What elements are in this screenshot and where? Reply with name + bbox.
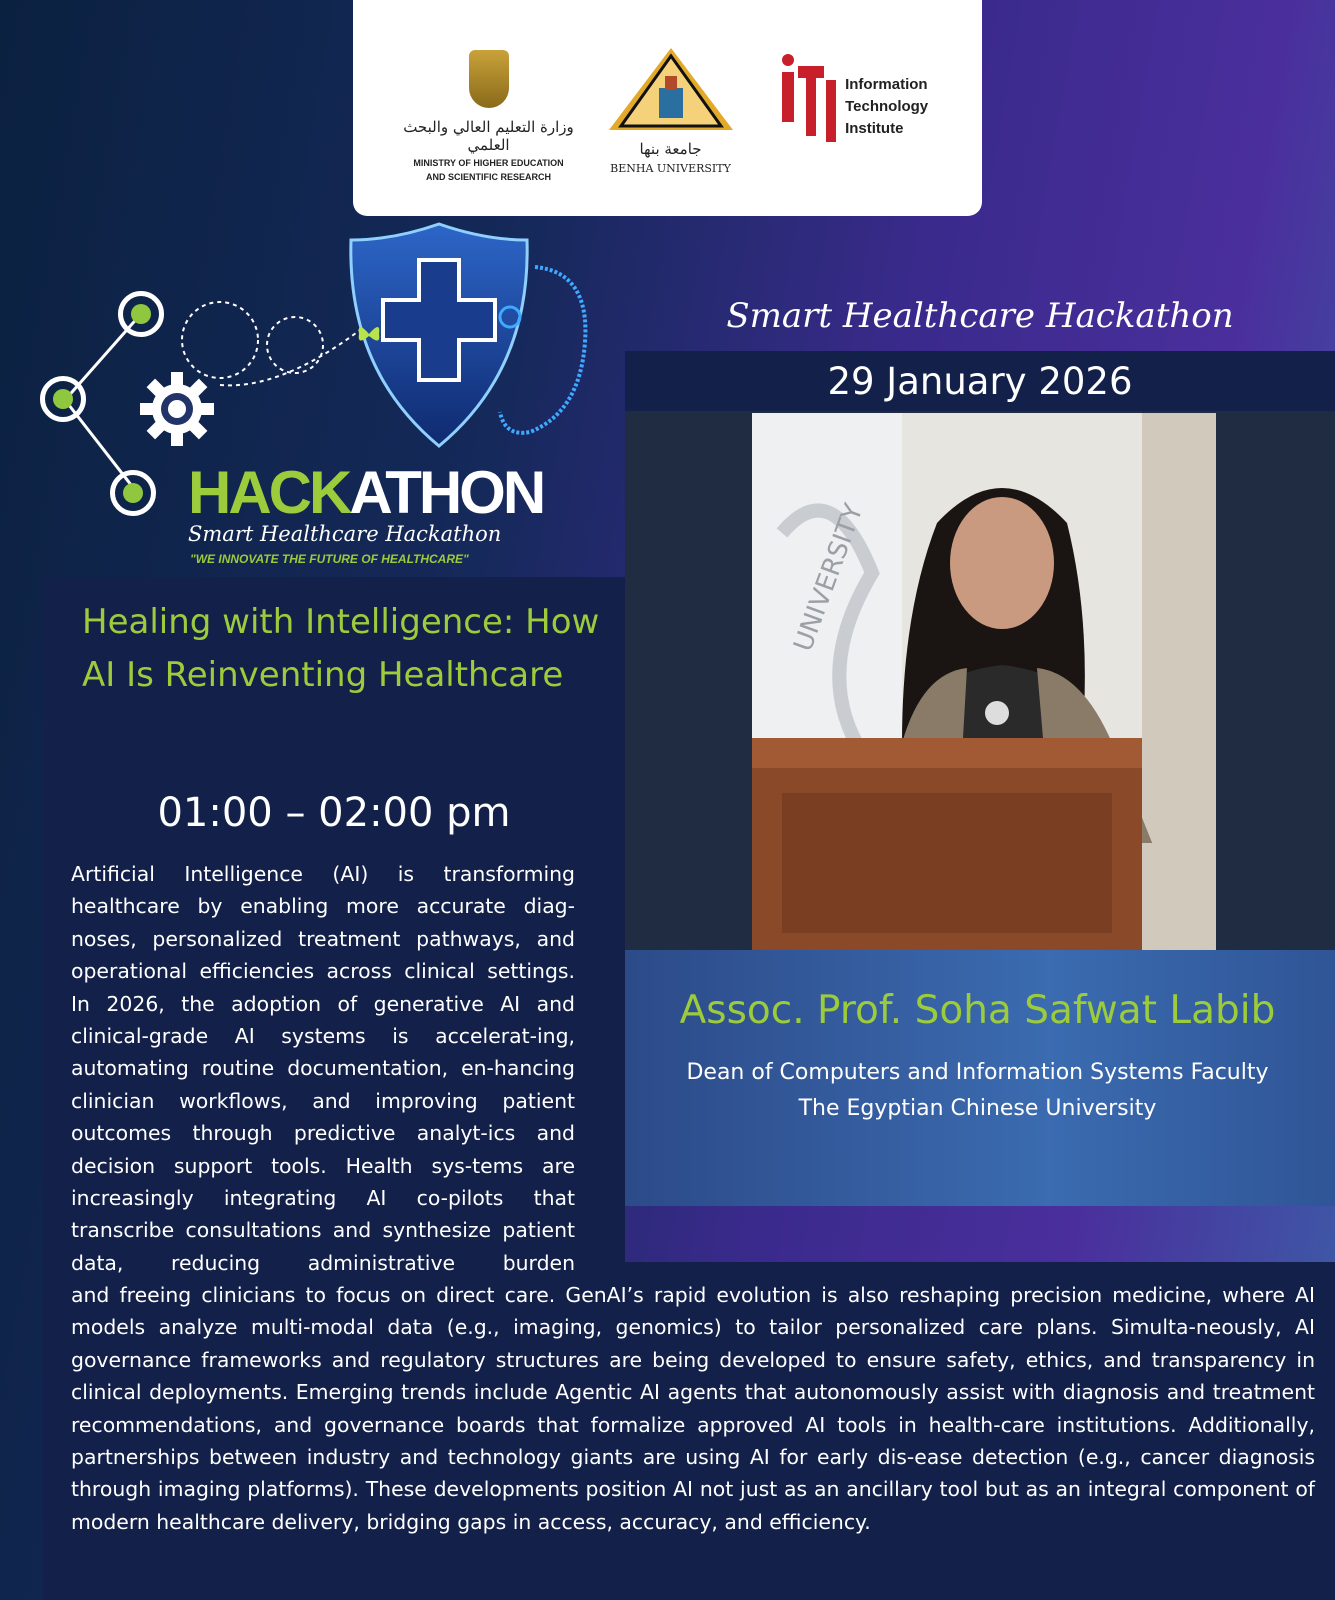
event-date: 29 January 2026 bbox=[827, 360, 1133, 403]
benha-university-seal-icon bbox=[609, 48, 733, 130]
ministry-logo bbox=[401, 50, 576, 182]
iti-logo-mark-icon bbox=[778, 52, 840, 144]
talk-description-part1: Artificial Intelligence (AI) is transforming healthcare by enabling more accurate diag-noses, personalized treatment pathways, and operational efficiencies across clinical settings. In 2026, the adoption of generative AI and clinical-grade AI systems is accelerat-ing, automating routine documentation, en-hancing clinician workflows, and improving patient outcomes through predictive analyt-ics and decision support tools. Health sys-tems are increasingly integrating AI co-pilots that transcribe consultations and synthesize patient data, reducing administrative burden bbox=[71, 862, 575, 1275]
talk-time: 01:00 – 02:00 pm bbox=[157, 790, 511, 836]
hackathon-wordmark bbox=[188, 458, 543, 528]
egypt-eagle-emblem-icon bbox=[469, 50, 509, 108]
hackathon-tagline: "WE INNOVATE THE FUTURE OF HEALTHCARE" bbox=[190, 552, 469, 566]
iti-name-line3: Institute bbox=[845, 120, 904, 137]
speaker-role bbox=[620, 1055, 1335, 1127]
speaker-photo bbox=[752, 413, 1216, 951]
stethoscope-icon bbox=[495, 262, 605, 442]
speaker-role-line2: The Egyptian Chinese University bbox=[798, 1096, 1157, 1121]
butterfly-icon bbox=[355, 320, 383, 348]
benha-arabic-name: جامعة بنها bbox=[639, 140, 702, 158]
iti-name bbox=[845, 74, 928, 140]
hackathon-wordmark-part1: HACK bbox=[188, 459, 350, 526]
speaker-role-line1: Dean of Computers and Information Systems Faculty bbox=[686, 1060, 1269, 1085]
ministry-english-line2: AND SCIENTIFIC RESEARCH bbox=[425, 172, 551, 182]
ministry-english-line1: MINISTRY OF HIGHER EDUCATION bbox=[413, 158, 564, 168]
hexagon-node-icon bbox=[40, 376, 86, 422]
hexagon-node-icon bbox=[118, 291, 164, 337]
hexagon-node-icon bbox=[110, 470, 156, 516]
talk-description-part2: and freeing clinicians to focus on direct care. GenAI’s rapid evolution is also reshaping precision medicine, where AI models analyze multi-modal data (e.g., imaging, genomics) to tailor personalized care plans. Simulta-neously, AI governance frameworks and regulatory structures are being developed to ensure safety, ethics, and transparency in clinical deployments. Emerging trends include Agentic AI agents that autonomously assist with diagnosis and treatment recommendations, and governance boards that formalize approved AI tools in health-care institutions. Additionally, partnerships between industry and technology giants are using AI for early dis-ease detection (e.g., cancer diagnosis through imaging platforms). These developments position AI not just as an ancillary tool but as an integral component of modern healthcare delivery, bridging gaps in access, accuracy, and efficiency. bbox=[71, 1283, 1315, 1534]
ministry-arabic-name: وزارة التعليم العالي والبحث العلمي bbox=[403, 118, 574, 154]
iti-name-line1: Information bbox=[845, 76, 928, 93]
hackathon-subtitle: Smart Healthcare Hackathon bbox=[188, 522, 502, 546]
speaker-name: Assoc. Prof. Soha Safwat Labib bbox=[679, 988, 1276, 1033]
iti-name-line2: Technology bbox=[845, 98, 929, 115]
benha-english-name: BENHA UNIVERSITY bbox=[610, 162, 731, 175]
benha-university-logo bbox=[603, 48, 738, 175]
talk-title: Healing with Intelligence: How AI Is Reinventing Healthcare bbox=[82, 602, 600, 695]
iti-logo bbox=[778, 52, 958, 144]
event-name: Smart Healthcare Hackathon bbox=[726, 296, 1234, 336]
partner-logos-card bbox=[353, 0, 982, 216]
hackathon-wordmark-part2: ATHON bbox=[349, 459, 544, 526]
gear-icon bbox=[140, 372, 214, 446]
backdrop-banner-text: UNIVERSITY bbox=[788, 500, 870, 656]
